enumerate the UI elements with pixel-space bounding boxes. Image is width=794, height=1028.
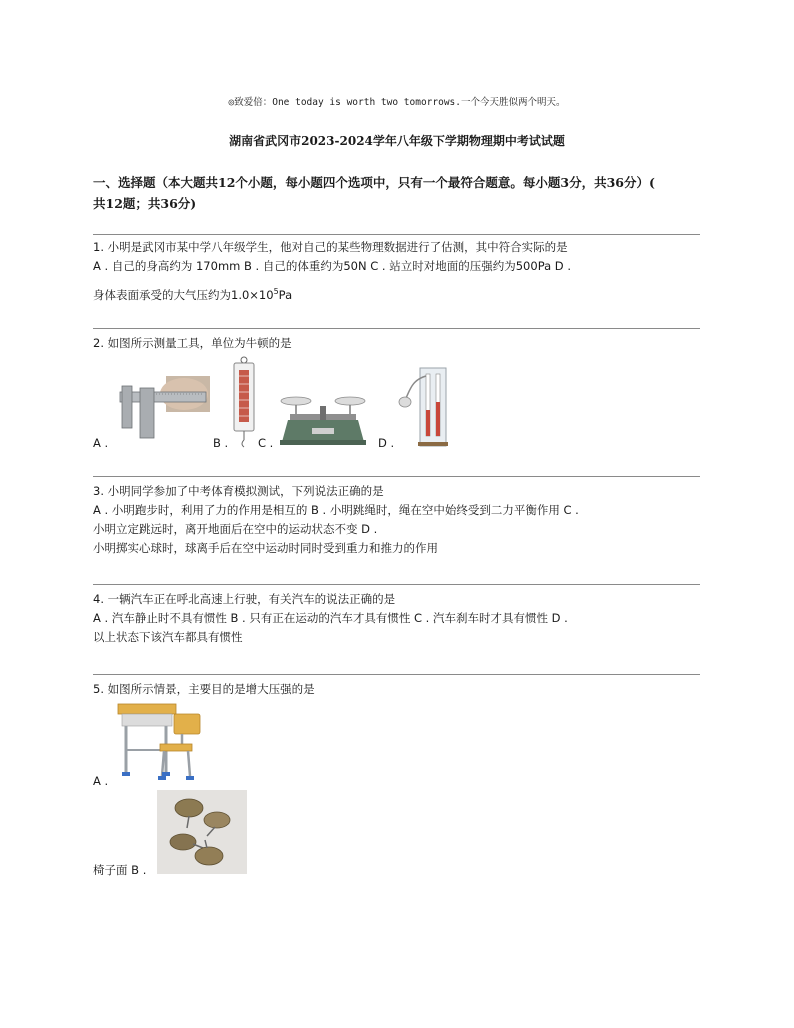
question-5 bbox=[93, 680, 708, 699]
question-1-option-d: 身体表面承受的大气压约为$1.0\times 10^5Pa$ bbox=[93, 287, 293, 302]
question-1 bbox=[93, 238, 708, 305]
question-4-option-d: 以上状态下该汽车都具有惯性 bbox=[93, 630, 243, 644]
question-4-options: A . 汽车静止时不具有惯性 B . 只有正在运动的汽车才具有惯性 C . 汽车刹车时才具有惯性 D . bbox=[93, 611, 568, 625]
spring-scale-image bbox=[228, 356, 260, 448]
question-divider bbox=[93, 234, 700, 235]
question-5-option-a-label: A . bbox=[93, 774, 109, 788]
question-divider bbox=[93, 674, 700, 675]
vernier-caliper-image bbox=[112, 372, 212, 444]
question-3-option-c: 小明立定跳远时，离开地面后在空中的运动状态不变 D . bbox=[93, 522, 378, 536]
question-3-stem: 3. 小明同学参加了中考体育模拟测试，下列说法正确的是 bbox=[93, 484, 384, 498]
question-5-stem: 5. 如图所示情景，主要目的是增大压强的是 bbox=[93, 682, 315, 696]
desk-chair-image bbox=[112, 700, 210, 782]
question-5-option-b-label: 椅子面 B . bbox=[93, 863, 147, 877]
question-divider bbox=[93, 476, 700, 477]
question-2-option-a-label: A . bbox=[93, 436, 109, 450]
question-divider bbox=[93, 584, 700, 585]
section-heading bbox=[93, 172, 708, 214]
thumbtacks-image bbox=[157, 790, 247, 874]
question-4 bbox=[93, 590, 708, 647]
question-2-option-d-label: D . bbox=[378, 436, 395, 450]
question-4-stem: 4. 一辆汽车正在呼北高速上行驶，有关汽车的说法正确的是 bbox=[93, 592, 396, 606]
question-3 bbox=[93, 482, 708, 558]
question-2 bbox=[93, 334, 708, 353]
balance-scale-image bbox=[276, 392, 370, 446]
question-1-stem: 1. 小明是武冈市某中学八年级学生，他对自己的某些物理数据进行了估测，其中符合实际的是 bbox=[93, 240, 568, 254]
question-divider bbox=[93, 328, 700, 329]
question-3-option-d: 小明掷实心球时，球离手后在空中运动时同时受到重力和推力的作用 bbox=[93, 541, 438, 555]
question-2-stem: 2. 如图所示测量工具，单位为牛顿的是 bbox=[93, 336, 292, 350]
section-heading-line2: 共12题；共36分) bbox=[93, 196, 197, 211]
section-heading-line1: 一、选择题（本大题共12个小题，每小题四个选项中，只有一个最符合题意。每小题3分，共36分）( bbox=[93, 175, 655, 190]
question-2-option-c-label: C . bbox=[258, 436, 274, 450]
pressure-gauge-image bbox=[398, 366, 448, 448]
question-3-options: A . 小明跑步时，利用了力的作用是相互的 B . 小明跳绳时，绳在空中始终受到二力平衡作用 C . bbox=[93, 503, 579, 517]
question-1-options: A . 自己的身高约为 170mm B . 自己的体重约为50N C . 站立时对地面的压强约为500Pa D . bbox=[93, 259, 571, 273]
header-quote: ◎致爱倍：One today is worth two tomorrows.一个今天胜似两个明天。 bbox=[228, 97, 566, 108]
question-2-option-b-label: B . bbox=[213, 436, 229, 450]
document-title: 湖南省武冈市2023-2024学年八年级下学期物理期中考试试题 bbox=[229, 134, 565, 148]
